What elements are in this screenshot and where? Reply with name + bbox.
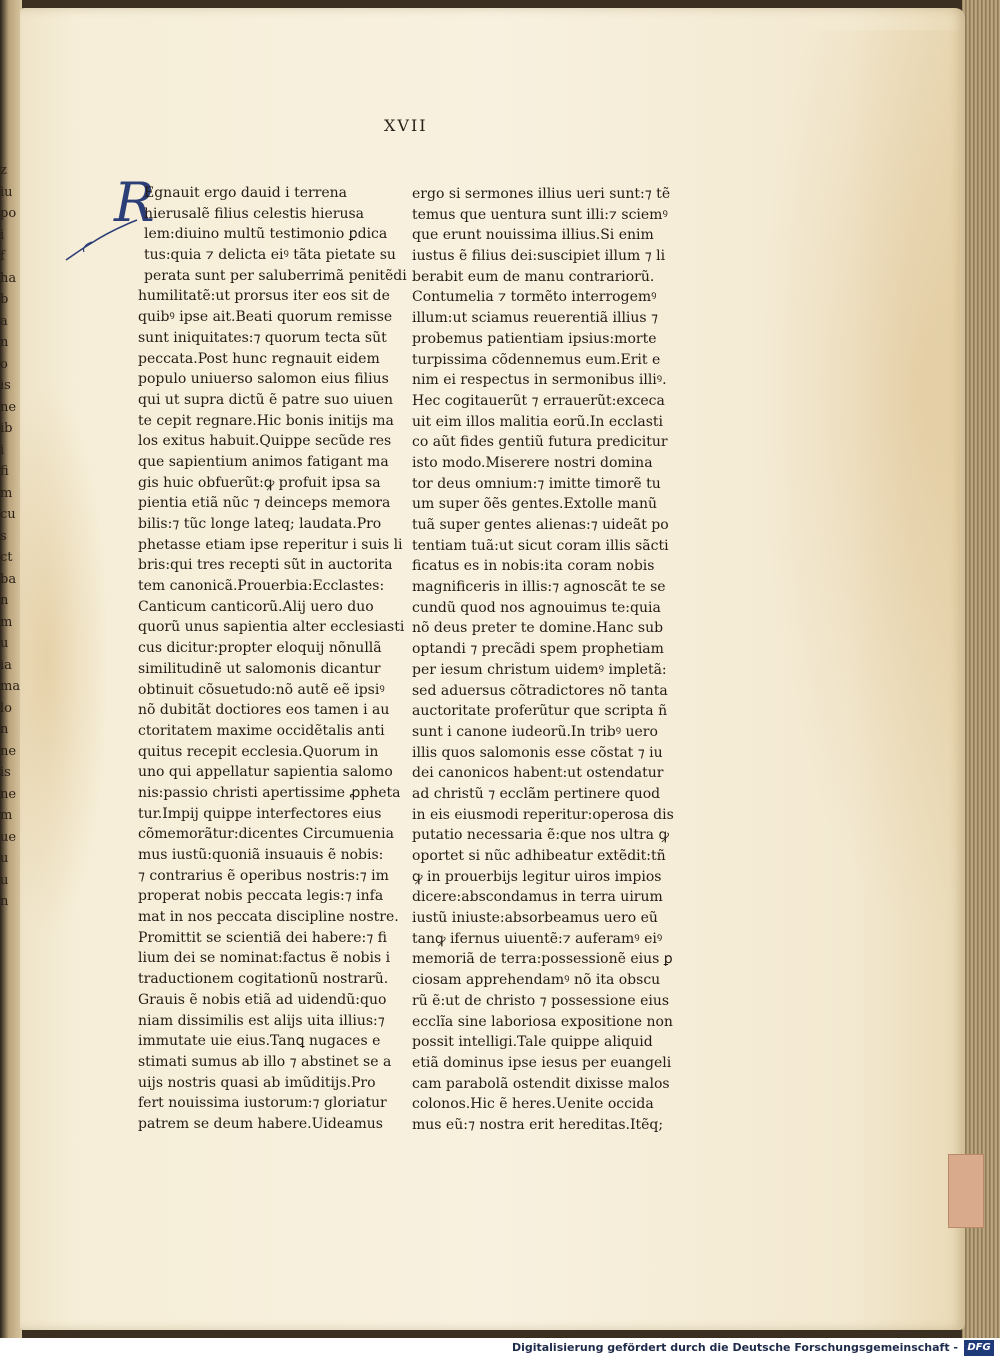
text-line: patrem se deum habere.Uideamus (138, 1115, 383, 1132)
facing-page-fragment: n (0, 894, 9, 909)
text-line: temus que uentura sunt illi:⁊ sciemꝰ (412, 206, 668, 223)
facing-page-fragment: fi (0, 464, 9, 479)
text-line: ad christũ ⁊ ecclãm pertinere quod (412, 785, 661, 802)
facing-page-fragment: n (0, 593, 9, 608)
text-line: dicere:abscondamus in terra uirum (412, 889, 663, 906)
text-line: rũ ẽ:ut de christo ⁊ possessione eius (412, 992, 670, 1009)
text-line: properat nobis peccata legis:⁊ infa (138, 888, 384, 905)
initial-flourish-icon (62, 214, 142, 264)
facing-page-fragment: ma (0, 679, 21, 694)
facing-page-fragment: u (0, 636, 9, 651)
text-line: berabit eum de manu contrariorũ. (412, 268, 655, 285)
facing-page-fragment: ba (0, 571, 17, 587)
text-line: cundũ quod nos agnouimus te:quia (412, 599, 661, 616)
text-line: ficatus es in nobis:ita coram nobis (412, 558, 655, 575)
facing-page-fragment: f (0, 249, 5, 264)
facing-page-fragment: u (0, 872, 9, 888)
text-line: nõ dubitãt doctiores eos tamen i au (138, 702, 390, 719)
text-column-left (138, 183, 407, 1135)
facing-page-fragment: i (0, 227, 5, 243)
text-line: iustũ iniuste:absorbeamus uero eũ (412, 910, 658, 927)
text-line: optandi ⁊ precãdi spem prophetiam (412, 641, 664, 658)
facing-page-fragment: m (0, 485, 13, 501)
facing-page-fragment: n (0, 335, 9, 350)
text-line: dei canonicos habent:ut ostendatur (412, 765, 664, 782)
text-line: los exitus habuit.Quippe secũde res (138, 433, 392, 450)
text-line: obtinuit cõsuetudo:nõ autẽ eẽ ipsiꝰ (138, 681, 385, 698)
text-line: lium dei se nominat:factus ẽ nobis i (138, 950, 391, 967)
facing-page-fragment: o (0, 356, 8, 372)
facing-page-fragment: cu (0, 507, 16, 522)
text-line: sunt iniquitates:⁊ quorum tecta sũt (138, 329, 387, 346)
text-line: ciosam apprehendamꝰ nõ ita obscu (412, 972, 661, 989)
facing-page-fragment: b (0, 292, 9, 307)
facing-page-fragment: po (0, 206, 17, 221)
text-line: que erunt nouissima illius.Si enim (412, 227, 654, 244)
text-line: quibꝰ ipse ait.Beati quorum remisse (138, 309, 393, 326)
page-block-edges (962, 0, 1000, 1338)
text-line: cus dicitur:propter eloquij nõnullã (138, 640, 382, 657)
facing-page-fragment: a (0, 313, 8, 329)
text-line: oportet si nũc adhibeatur extẽdit:tñ (412, 848, 666, 864)
text-line: qui ut supra dictũ ẽ patre suo uiuen (138, 391, 394, 408)
text-line: fert nouissima iustorum:⁊ gloriatur (138, 1095, 387, 1112)
text-line: ⁊ contrarius ẽ operibus nostris:⁊ im (138, 867, 389, 884)
text-line: similitudinẽ ut salomonis dicantur (138, 660, 381, 677)
text-line: iustus ẽ filius dei:suscipiet illum ⁊ li (412, 248, 666, 265)
text-line: tuã super gentes alienas:⁊ uideãt po (412, 517, 669, 533)
text-line: colonos.Hic ẽ heres.Uenite occida (412, 1096, 654, 1113)
facing-page-fragment: i (0, 442, 5, 458)
text-line: memoriã de terra:possessionẽ eius ꝑ (412, 951, 673, 968)
text-line: gis huic obfuerũt:ꝙ profuit ipsa sa (138, 474, 381, 491)
facing-page-fragment: ia (0, 657, 12, 673)
text-line: per iesum christum uidemꝰ impletã: (412, 661, 667, 678)
text-line: illis quos salomonis esse cõstat ⁊ iu (412, 744, 663, 761)
text-line: ergo si sermones illius ueri sunt:⁊ tẽ (412, 186, 671, 202)
text-line: lem:diuino multũ testimonio ꝑdica (144, 226, 388, 243)
text-line: Contumelia ⁊ tormẽto interrogemꝰ (412, 289, 657, 306)
text-line: sunt i canone iudeorũ.In tribꝰ uero (412, 723, 658, 740)
text-line: Promittit se scientiã dei habere:⁊ fi (138, 929, 387, 946)
facing-page-fragment: ne (0, 743, 17, 759)
text-line: Grauis ẽ nobis etiã ad uidendũ:quo (138, 991, 387, 1008)
text-line: um super õẽs gentes.Extolle manũ (412, 496, 658, 513)
text-line: ctoritatem maxime occidẽtalis anti (138, 722, 385, 739)
text-line: peccata.Post hunc regnauit eidem (138, 350, 380, 367)
text-line: auctoritate proferũtur que scripta ñ (412, 703, 668, 720)
text-line: putatio necessaria ẽ:que nos ultra ꝙ (412, 827, 669, 844)
facing-page-fragment: ha (0, 270, 17, 286)
text-line: possit intelligi.Tale quippe aliquid (412, 1034, 653, 1051)
water-stain-left (20, 380, 110, 940)
text-line: Egnauit ergo dauid i terrena (144, 185, 348, 201)
text-line: illum:ut sciamus reuerentiã illius ⁊ (412, 310, 659, 327)
illuminated-initial: R (114, 171, 155, 234)
facing-page-fragment: z (0, 163, 7, 178)
facing-page-edge (0, 0, 22, 1338)
text-line: bilis:⁊ tũc longe lateq; laudata.Pro (138, 516, 382, 532)
facing-page-fragment: s (0, 528, 7, 544)
text-line: uijs nostris quasi ab imũditijs.Pro (138, 1074, 376, 1091)
facing-page-fragment: is (0, 378, 11, 393)
text-line: uit eim illos malitia eorũ.In ecclasti (412, 413, 663, 430)
text-line: etiã dominus ipse iesus per euangeli (412, 1054, 672, 1071)
text-line: ecclĩa sine laboriosa expositione non (412, 1013, 673, 1030)
dfg-logo: DFG (964, 1340, 994, 1356)
facing-page-fragment: m (0, 614, 13, 630)
facing-page-fragment: ne (0, 786, 17, 802)
text-line: que sapientium animos fatigant ma (138, 453, 389, 470)
text-line: co aũt fides gentiũ futura predicitur (412, 434, 668, 451)
paper-tab-marker (948, 1154, 984, 1228)
facing-page-fragment: u (0, 851, 9, 866)
water-stain-right (760, 30, 960, 930)
text-line: perata sunt per saluberrimã penitẽdi (144, 267, 407, 284)
facing-page-fragment: is (0, 765, 11, 780)
text-line: isto modo.Miserere nostri domina (412, 454, 653, 471)
text-line: cam parabolã ostendit dixisse malos (412, 1075, 670, 1092)
text-line: humilitatẽ:ut prorsus iter eos sit de (138, 288, 390, 305)
facing-page-fragment: m (0, 808, 13, 823)
text-line: tanꝙ ifernus uiuentẽ:⁊ auferamꝰ eiꝰ (412, 930, 663, 947)
text-line: te cepit regnare.Hic bonis initijs ma (138, 412, 394, 429)
text-column-right (412, 184, 674, 1136)
text-line: tem canonicã.Prouerbia:Ecclastes: (138, 578, 385, 595)
text-line: cõmemorãtur:dicentes Circumuenia (138, 826, 394, 843)
text-line: magnificeris in illis:⁊ agnoscãt te se (412, 579, 666, 596)
text-line: uno qui appellatur sapientia salomo (138, 764, 393, 781)
text-line: populo uniuerso salomon eius filius (138, 371, 389, 388)
text-line: quorũ unus sapientia alter ecclesiasti (138, 619, 405, 636)
text-line: probemus patientiam ipsius:morte (412, 330, 657, 347)
folio-number: XVII (384, 116, 428, 135)
facing-page-fragments (0, 160, 21, 913)
text-line: pientia etiã nũc ⁊ deinceps memora (138, 495, 391, 512)
text-line: tus:quia ⁊ delicta eiꝰ tãta pietate su (144, 247, 396, 264)
text-line: hierusalẽ filius celestis hierusa (144, 205, 365, 222)
text-line: nõ deus preter te domine.Hanc sub (412, 620, 664, 637)
text-line: phetasse etiam ipse reperitur i suis li (138, 536, 403, 553)
footer-bar (0, 1338, 1000, 1359)
text-line: immutate uie eius.Tanꝗ nugaces e (138, 1033, 381, 1050)
text-line: turpissima cõdennemus eum.Erit e (412, 351, 661, 368)
text-line: mat in nos peccata discipline nostre. (138, 909, 399, 926)
text-line: Hec cogitauerũt ⁊ errauerũt:exceca (412, 392, 665, 409)
text-line: mus iustũ:quoniã insuauis ẽ nobis: (138, 847, 384, 863)
text-line: quitus recepit ecclesia.Quorum in (138, 743, 379, 760)
facing-page-fragment: lo (0, 700, 12, 716)
text-line: in eis eiusmodi reperitur:operosa dis (412, 806, 674, 823)
text-line: nis:passio christi apertissime ꝓpheta (138, 784, 401, 801)
text-line: ꝙ in prouerbijs legitur uiros impios (412, 868, 662, 885)
text-line: Canticum canticorũ.Alij uero duo (138, 598, 374, 615)
text-line: niam dissimilis est alijs uita illius:⁊ (138, 1012, 385, 1029)
text-line: stimati sumus ab illo ⁊ abstinet se a (138, 1053, 392, 1070)
facing-page-fragment: ib (0, 421, 13, 436)
funding-credit: Digitalisierung gefördert durch die Deutsche Forschungsgemeinschaft - (511, 1341, 958, 1354)
text-line: mus eũ:⁊ nostra erit hereditas.Itẽq; (412, 1116, 664, 1133)
text-line: tentiam tuã:ut sicut coram illis sãcti (412, 537, 669, 554)
facing-page-fragment: ct (0, 550, 13, 565)
text-line: sed aduersus cõtradictores nõ tanta (412, 682, 668, 699)
text-line: bris:qui tres recepti sũt in auctorita (138, 557, 393, 574)
facing-page-fragment: iu (0, 184, 13, 200)
text-line: nim ei respectus in sermonibus illiꝰ. (412, 372, 667, 389)
facing-page-fragment: ne (0, 399, 17, 415)
facing-page-fragment: ue (0, 829, 17, 845)
text-line: tor deus omnium:⁊ imitte timorẽ tu (412, 475, 661, 492)
facing-page-fragment: n (0, 722, 9, 737)
text-line: tur.Impij quippe interfectores eius (138, 805, 382, 822)
text-line: traductionem cogitationũ nostrarũ. (138, 971, 389, 988)
